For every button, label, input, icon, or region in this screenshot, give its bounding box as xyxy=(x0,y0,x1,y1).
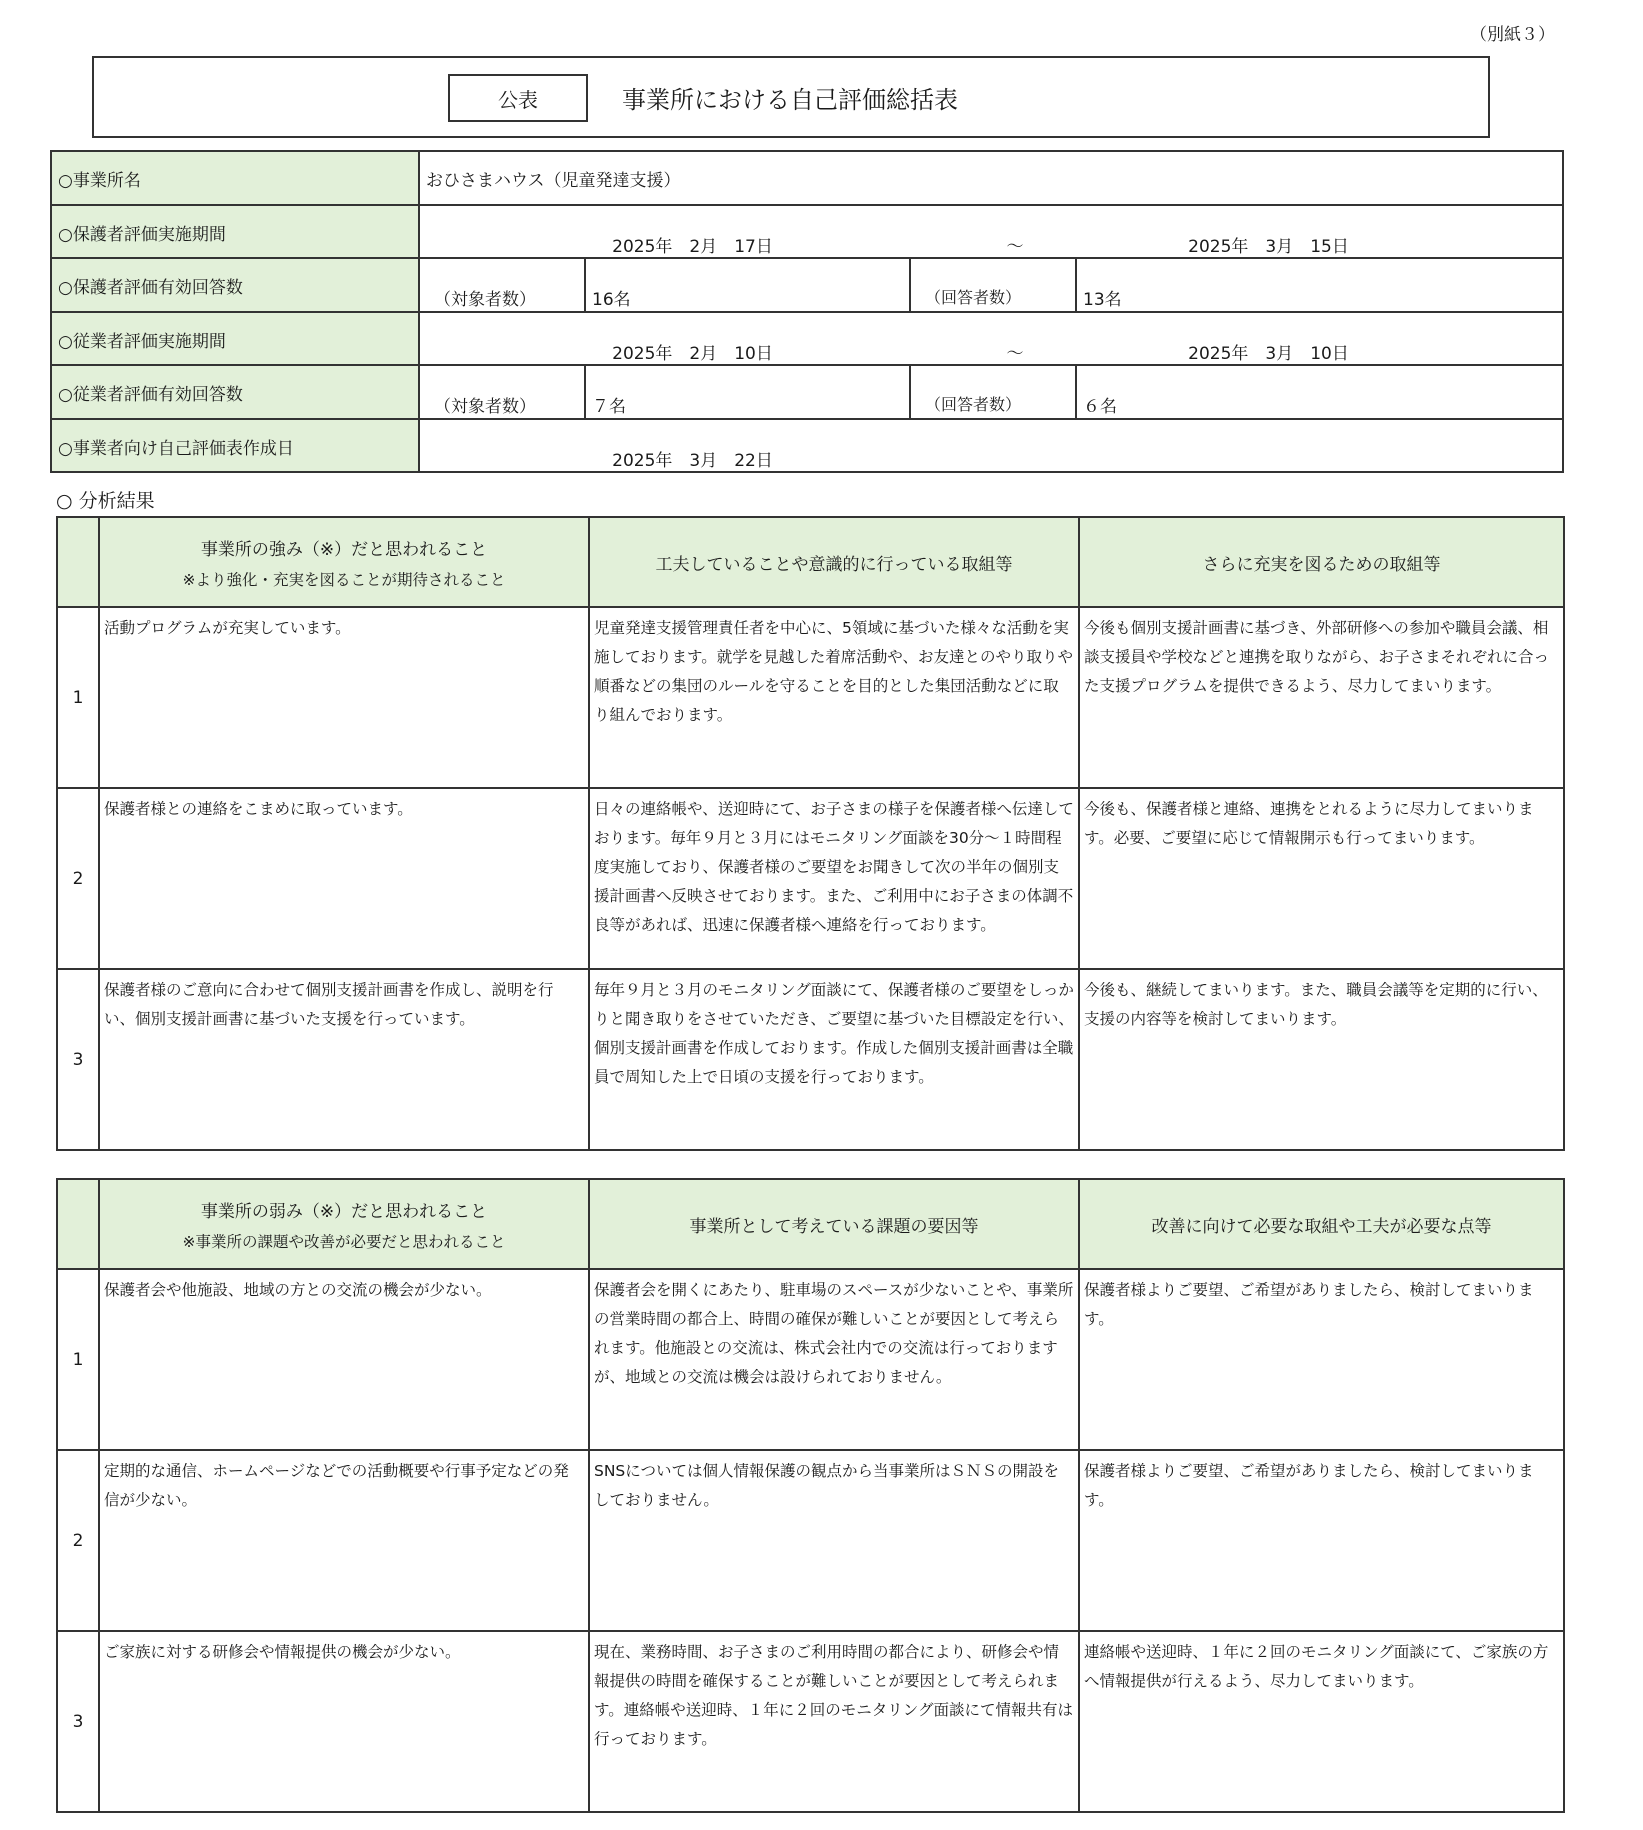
effort-cell: 児童発達支援管理責任者を中心に、5領域に基づいた様々な活動を実施しております。就学を見越した着席活動や、お友達とのやり取りや順番などの集団のルールを守ることを目的とした集団活動などに取り組んでおります。 xyxy=(589,607,1079,788)
weaknesses-header-no xyxy=(57,1179,99,1269)
info-table xyxy=(50,150,1564,473)
staff-target-value: ７名 xyxy=(585,365,910,419)
guardian-period-end: 2025年 3月 15日 xyxy=(1188,236,1349,257)
row-number: 2 xyxy=(57,1450,99,1631)
info-row-guardian-count xyxy=(51,258,1563,312)
weaknesses-col1-note: ※事業所の課題や改善が必要だと思われること xyxy=(182,1232,506,1251)
enhancement-cell: 今後も、継続してまいります。また、職員会議等を定期的に行い、支援の内容等を検討してまいります。 xyxy=(1079,969,1564,1150)
staff-period-end: 2025年 3月 10日 xyxy=(1188,343,1349,364)
info-row-office xyxy=(51,151,1563,205)
weaknesses-header-col1 xyxy=(99,1179,589,1269)
staff-count-label: ○従業者評価有効回答数 xyxy=(51,365,419,419)
improvement-cell: 連絡帳や送迎時、１年に２回のモニタリング面談にて、ご家族の方へ情報提供が行えるよう、尽力してまいります。 xyxy=(1079,1631,1564,1812)
weaknesses-header-col3: 改善に向けて必要な取組や工夫が必要な点等 xyxy=(1079,1179,1564,1269)
weaknesses-table xyxy=(56,1178,1565,1813)
guardian-period-label: ○保護者評価実施期間 xyxy=(51,205,419,259)
table-row xyxy=(57,1269,1564,1450)
info-row-staff-count xyxy=(51,365,1563,419)
table-row xyxy=(57,607,1564,788)
effort-cell: 日々の連絡帳や、送迎時にて、お子さまの様子を保護者様へ伝達しております。毎年９月と３月にはモニタリング面談を30分～１時間程度実施しており、保護者様のご要望をお聞きして次の半年の個別支援計画書へ反映させております。また、ご利用中にお子さまの体調不良等があれば、迅速に保護者様へ連絡を行っております。 xyxy=(589,788,1079,969)
staff-period-tilde: ～ xyxy=(1006,343,1024,364)
info-row-staff-period xyxy=(51,312,1563,366)
staff-resp-value: ６名 xyxy=(1076,365,1563,419)
improvement-cell: 保護者様よりご要望、ご希望がありましたら、検討してまいります。 xyxy=(1079,1269,1564,1450)
weakness-cell: 定期的な通信、ホームページなどでの活動概要や行事予定などの発信が少ない。 xyxy=(99,1450,589,1631)
info-row-created xyxy=(51,419,1563,473)
publish-badge: 公表 xyxy=(448,74,588,122)
staff-target-label: （対象者数） xyxy=(419,365,585,419)
row-number: 3 xyxy=(57,1631,99,1812)
analysis-section-title: ○ 分析結果 xyxy=(56,490,155,512)
strengths-table xyxy=(56,516,1565,1151)
weakness-cell: ご家族に対する研修会や情報提供の機会が少ない。 xyxy=(99,1631,589,1812)
strengths-header-row xyxy=(57,517,1564,607)
page-title: 事業所における自己評価総括表 xyxy=(622,86,958,114)
staff-period-value xyxy=(419,312,1563,366)
strengths-col1-title: 事業所の強み（※）だと思われること xyxy=(200,539,488,560)
effort-cell: 毎年９月と３月のモニタリング面談にて、保護者様のご要望をしっかりと聞き取りをさせていただき、ご要望に基づいた目標設定を行い、個別支援計画書を作成しております。作成した個別支援計画書は全職員で周知した上で日頃の支援を行っております。 xyxy=(589,969,1079,1150)
guardian-resp-label: （回答者数） xyxy=(910,258,1076,312)
staff-period-label: ○従業者評価実施期間 xyxy=(51,312,419,366)
weakness-cell: 保護者会や他施設、地域の方との交流の機会が少ない。 xyxy=(99,1269,589,1450)
table-row xyxy=(57,1631,1564,1812)
staff-period-start: 2025年 2月 10日 xyxy=(612,343,773,364)
enhancement-cell: 今後も、保護者様と連絡、連携をとれるように尽力してまいります。必要、ご要望に応じて情報開示も行ってまいります。 xyxy=(1079,788,1564,969)
guardian-count-label: ○保護者評価有効回答数 xyxy=(51,258,419,312)
row-number: 1 xyxy=(57,607,99,788)
strengths-col1-note: ※より強化・充実を図ることが期待されること xyxy=(182,570,506,589)
info-row-guardian-period xyxy=(51,205,1563,259)
weaknesses-col1-title: 事業所の弱み（※）だと思われること xyxy=(200,1201,488,1222)
strengths-header-no xyxy=(57,517,99,607)
strength-cell: 保護者様のご意向に合わせて個別支援計画書を作成し、説明を行い、個別支援計画書に基づいた支援を行っています。 xyxy=(99,969,589,1150)
created-date-label: ○事業者向け自己評価表作成日 xyxy=(51,419,419,473)
guardian-resp-value: 13名 xyxy=(1076,258,1563,312)
row-number: 1 xyxy=(57,1269,99,1450)
cause-cell: 現在、業務時間、お子さまのご利用時間の都合により、研修会や情報提供の時間を確保することが難しいことが要因として考えられます。連絡帳や送迎時、１年に２回のモニタリング面談にて情報共有は行っております。 xyxy=(589,1631,1079,1812)
guardian-target-value: 16名 xyxy=(585,258,910,312)
table-row xyxy=(57,1450,1564,1631)
guardian-period-value xyxy=(419,205,1563,259)
strengths-header-col2: 工夫していることや意識的に行っている取組等 xyxy=(589,517,1079,607)
guardian-period-start: 2025年 2月 17日 xyxy=(612,236,773,257)
staff-resp-label: （回答者数） xyxy=(910,365,1076,419)
strength-cell: 活動プログラムが充実しています。 xyxy=(99,607,589,788)
created-date-value xyxy=(419,419,1563,473)
row-number: 2 xyxy=(57,788,99,969)
guardian-period-tilde: ～ xyxy=(1006,236,1024,257)
row-number: 3 xyxy=(57,969,99,1150)
strengths-header-col1 xyxy=(99,517,589,607)
strengths-header-col3: さらに充実を図るための取組等 xyxy=(1079,517,1564,607)
cause-cell: SNSについては個人情報保護の観点から当事業所はＳＮＳの開設をしておりません。 xyxy=(589,1450,1079,1631)
table-row xyxy=(57,969,1564,1150)
enhancement-cell: 今後も個別支援計画書に基づき、外部研修への参加や職員会議、相談支援員や学校などと連携を取りながら、お子さまそれぞれに合った支援プログラムを提供できるよう、尽力してまいります。 xyxy=(1079,607,1564,788)
office-name-value: おひさまハウス（児童発達支援） xyxy=(419,151,1563,205)
guardian-target-label: （対象者数） xyxy=(419,258,585,312)
annex-label: （別紙３） xyxy=(1470,25,1555,45)
created-date-text: 2025年 3月 22日 xyxy=(612,450,773,471)
weaknesses-header-row xyxy=(57,1179,1564,1269)
table-row xyxy=(57,788,1564,969)
strength-cell: 保護者様との連絡をこまめに取っています。 xyxy=(99,788,589,969)
improvement-cell: 保護者様よりご要望、ご希望がありましたら、検討してまいります。 xyxy=(1079,1450,1564,1631)
cause-cell: 保護者会を開くにあたり、駐車場のスペースが少ないことや、事業所の営業時間の都合上、時間の確保が難しいことが要因として考えられます。他施設との交流は、株式会社内での交流は行っておりますが、地域との交流は機会は設けられておりません。 xyxy=(589,1269,1079,1450)
title-box xyxy=(92,56,1490,138)
office-name-label: ○事業所名 xyxy=(51,151,419,205)
weaknesses-header-col2: 事業所として考えている課題の要因等 xyxy=(589,1179,1079,1269)
